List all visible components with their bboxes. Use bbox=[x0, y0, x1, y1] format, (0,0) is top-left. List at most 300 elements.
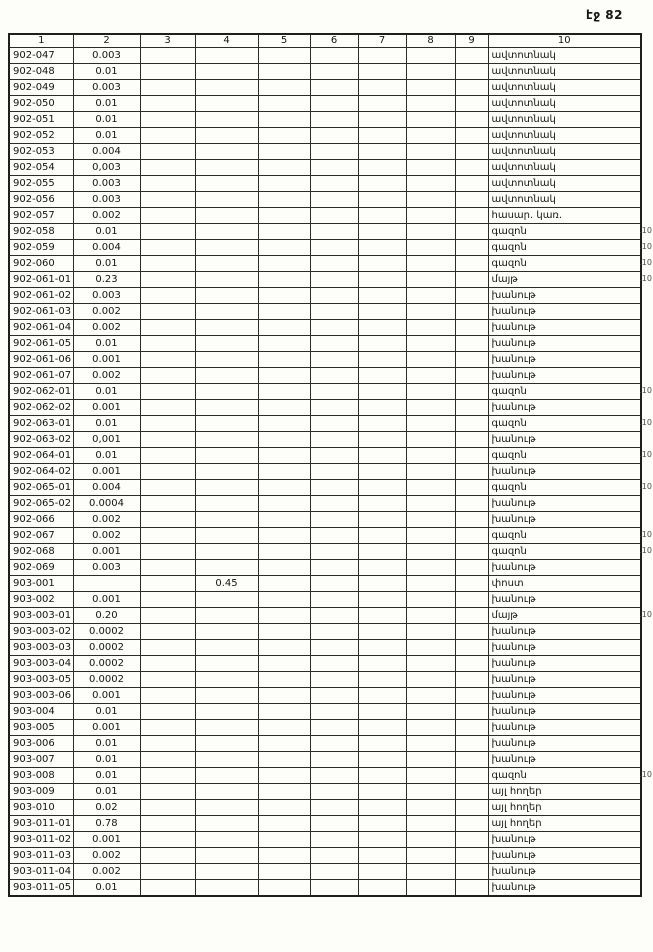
cell-code: 902-050 bbox=[9, 96, 73, 112]
cell-5 bbox=[258, 800, 310, 816]
table-row bbox=[9, 640, 641, 656]
table-row bbox=[9, 432, 641, 448]
cell-4 bbox=[195, 768, 258, 784]
cell-6 bbox=[310, 176, 358, 192]
cell-6 bbox=[310, 624, 358, 640]
cell-8 bbox=[406, 352, 455, 368]
cell-usage: խանութ bbox=[488, 864, 641, 880]
cell-5 bbox=[258, 352, 310, 368]
cell-9 bbox=[455, 304, 488, 320]
cell-usage: մայթ bbox=[488, 272, 641, 288]
cell-7 bbox=[358, 768, 406, 784]
cell-4 bbox=[195, 176, 258, 192]
cell-6 bbox=[310, 384, 358, 400]
cell-usage: խանութ bbox=[488, 624, 641, 640]
cell-usage: խանութ bbox=[488, 464, 641, 480]
cell-7 bbox=[358, 448, 406, 464]
cell-code: 903-009 bbox=[9, 784, 73, 800]
cell-code: 902-061-05 bbox=[9, 336, 73, 352]
cell-3 bbox=[140, 192, 195, 208]
cell-7 bbox=[358, 752, 406, 768]
cell-8 bbox=[406, 384, 455, 400]
cell-7 bbox=[358, 368, 406, 384]
cell-8 bbox=[406, 400, 455, 416]
cell-usage: խանութ bbox=[488, 288, 641, 304]
cell-3 bbox=[140, 128, 195, 144]
cell-usage: խանութ bbox=[488, 688, 641, 704]
cell-value: 0.01 bbox=[73, 128, 140, 144]
cell-4 bbox=[195, 400, 258, 416]
table-row bbox=[9, 128, 641, 144]
cell-9 bbox=[455, 448, 488, 464]
cell-6 bbox=[310, 480, 358, 496]
cell-4 bbox=[195, 96, 258, 112]
cell-7 bbox=[358, 656, 406, 672]
cell-8 bbox=[406, 496, 455, 512]
cell-4 bbox=[195, 624, 258, 640]
cell-code: 903-003-04 bbox=[9, 656, 73, 672]
cell-8 bbox=[406, 208, 455, 224]
cell-value: 0.0002 bbox=[73, 672, 140, 688]
cell-9 bbox=[455, 192, 488, 208]
cell-7 bbox=[358, 176, 406, 192]
cell-7 bbox=[358, 816, 406, 832]
cell-usage: խանութ bbox=[488, 704, 641, 720]
cell-9 bbox=[455, 560, 488, 576]
cell-9 bbox=[455, 576, 488, 592]
cell-8 bbox=[406, 336, 455, 352]
cell-4 bbox=[195, 672, 258, 688]
table-row bbox=[9, 768, 641, 784]
cell-3 bbox=[140, 400, 195, 416]
cell-4: 0.45 bbox=[195, 576, 258, 592]
cell-9 bbox=[455, 512, 488, 528]
table-row bbox=[9, 720, 641, 736]
table-row bbox=[9, 80, 641, 96]
cell-6 bbox=[310, 592, 358, 608]
table-row bbox=[9, 224, 641, 240]
cell-9 bbox=[455, 672, 488, 688]
cell-code: 902-061-07 bbox=[9, 368, 73, 384]
cell-9 bbox=[455, 704, 488, 720]
cell-8 bbox=[406, 656, 455, 672]
cell-4 bbox=[195, 336, 258, 352]
margin-note: .10 bbox=[639, 546, 652, 555]
cell-code: 903-002 bbox=[9, 592, 73, 608]
cell-9 bbox=[455, 736, 488, 752]
cell-usage: փոստ bbox=[488, 576, 641, 592]
cell-5 bbox=[258, 64, 310, 80]
cell-value: 0.003 bbox=[73, 48, 140, 64]
cell-3 bbox=[140, 592, 195, 608]
cell-4 bbox=[195, 608, 258, 624]
cell-8 bbox=[406, 80, 455, 96]
cell-5 bbox=[258, 736, 310, 752]
cell-9 bbox=[455, 816, 488, 832]
cell-5 bbox=[258, 592, 310, 608]
table-row bbox=[9, 272, 641, 288]
column-header: 8 bbox=[406, 34, 455, 48]
cell-5 bbox=[258, 752, 310, 768]
table-row bbox=[9, 608, 641, 624]
cell-3 bbox=[140, 224, 195, 240]
table-row bbox=[9, 176, 641, 192]
cell-8 bbox=[406, 768, 455, 784]
cell-5 bbox=[258, 832, 310, 848]
cell-8 bbox=[406, 112, 455, 128]
cell-code: 902-059 bbox=[9, 240, 73, 256]
table-row bbox=[9, 320, 641, 336]
table-row bbox=[9, 368, 641, 384]
cell-9 bbox=[455, 144, 488, 160]
cell-9 bbox=[455, 96, 488, 112]
cell-value: 0.01 bbox=[73, 64, 140, 80]
margin-note: .10 bbox=[639, 258, 652, 267]
cell-9 bbox=[455, 176, 488, 192]
cell-8 bbox=[406, 784, 455, 800]
cell-8 bbox=[406, 560, 455, 576]
cell-5 bbox=[258, 192, 310, 208]
cell-usage: ավտոտնակ bbox=[488, 144, 641, 160]
cell-4 bbox=[195, 224, 258, 240]
cell-8 bbox=[406, 592, 455, 608]
cell-6 bbox=[310, 272, 358, 288]
cell-9 bbox=[455, 368, 488, 384]
cell-6 bbox=[310, 208, 358, 224]
cell-7 bbox=[358, 512, 406, 528]
margin-note: .10 bbox=[639, 274, 652, 283]
cell-6 bbox=[310, 352, 358, 368]
cell-4 bbox=[195, 208, 258, 224]
cell-9 bbox=[455, 352, 488, 368]
cell-usage: ավտոտնակ bbox=[488, 80, 641, 96]
cell-code: 902-057 bbox=[9, 208, 73, 224]
cell-code: 902-066 bbox=[9, 512, 73, 528]
cell-usage: գազոն bbox=[488, 480, 641, 496]
table-row bbox=[9, 448, 641, 464]
column-header: 7 bbox=[358, 34, 406, 48]
cell-5 bbox=[258, 144, 310, 160]
cell-8 bbox=[406, 880, 455, 897]
cell-4 bbox=[195, 704, 258, 720]
cell-6 bbox=[310, 800, 358, 816]
cell-3 bbox=[140, 320, 195, 336]
cell-9 bbox=[455, 384, 488, 400]
cell-9 bbox=[455, 224, 488, 240]
cell-4 bbox=[195, 48, 258, 64]
cell-5 bbox=[258, 784, 310, 800]
table-row bbox=[9, 480, 641, 496]
cell-value: 0,003 bbox=[73, 160, 140, 176]
cell-3 bbox=[140, 704, 195, 720]
cell-code: 902-065-01 bbox=[9, 480, 73, 496]
cell-usage: խանութ bbox=[488, 672, 641, 688]
cell-5 bbox=[258, 416, 310, 432]
cell-7 bbox=[358, 688, 406, 704]
margin-note: .10 bbox=[639, 482, 652, 491]
cell-value: 0.01 bbox=[73, 96, 140, 112]
cell-9 bbox=[455, 656, 488, 672]
cell-value: 0.0004 bbox=[73, 496, 140, 512]
cell-5 bbox=[258, 704, 310, 720]
table-row bbox=[9, 736, 641, 752]
cell-4 bbox=[195, 864, 258, 880]
cell-8 bbox=[406, 64, 455, 80]
cell-value: 0.02 bbox=[73, 800, 140, 816]
cell-9 bbox=[455, 528, 488, 544]
cell-6 bbox=[310, 448, 358, 464]
cell-4 bbox=[195, 192, 258, 208]
cell-4 bbox=[195, 880, 258, 897]
margin-note: .10 bbox=[639, 386, 652, 395]
data-table bbox=[8, 33, 642, 897]
cell-5 bbox=[258, 112, 310, 128]
cell-3 bbox=[140, 96, 195, 112]
cell-4 bbox=[195, 416, 258, 432]
cell-5 bbox=[258, 48, 310, 64]
cell-7 bbox=[358, 624, 406, 640]
cell-4 bbox=[195, 496, 258, 512]
cell-3 bbox=[140, 656, 195, 672]
cell-8 bbox=[406, 704, 455, 720]
table-row bbox=[9, 384, 641, 400]
cell-value: 0.004 bbox=[73, 240, 140, 256]
cell-9 bbox=[455, 272, 488, 288]
cell-7 bbox=[358, 432, 406, 448]
table-row bbox=[9, 624, 641, 640]
cell-9 bbox=[455, 288, 488, 304]
table-row bbox=[9, 560, 641, 576]
cell-7 bbox=[358, 304, 406, 320]
cell-8 bbox=[406, 688, 455, 704]
cell-value: 0.002 bbox=[73, 320, 140, 336]
table-row bbox=[9, 864, 641, 880]
cell-5 bbox=[258, 464, 310, 480]
cell-8 bbox=[406, 48, 455, 64]
table-row bbox=[9, 208, 641, 224]
cell-5 bbox=[258, 368, 310, 384]
cell-6 bbox=[310, 112, 358, 128]
table-row bbox=[9, 592, 641, 608]
cell-5 bbox=[258, 816, 310, 832]
cell-value: 0.01 bbox=[73, 336, 140, 352]
cell-7 bbox=[358, 528, 406, 544]
cell-5 bbox=[258, 208, 310, 224]
cell-9 bbox=[455, 80, 488, 96]
cell-usage: ավտոտնակ bbox=[488, 48, 641, 64]
cell-7 bbox=[358, 864, 406, 880]
cell-code: 903-006 bbox=[9, 736, 73, 752]
table-row bbox=[9, 160, 641, 176]
cell-3 bbox=[140, 272, 195, 288]
cell-6 bbox=[310, 560, 358, 576]
cell-7 bbox=[358, 240, 406, 256]
cell-4 bbox=[195, 592, 258, 608]
cell-usage: ավտոտնակ bbox=[488, 96, 641, 112]
table-row bbox=[9, 688, 641, 704]
cell-4 bbox=[195, 720, 258, 736]
cell-8 bbox=[406, 528, 455, 544]
cell-6 bbox=[310, 64, 358, 80]
cell-7 bbox=[358, 256, 406, 272]
cell-9 bbox=[455, 240, 488, 256]
cell-3 bbox=[140, 576, 195, 592]
cell-usage: գազոն bbox=[488, 544, 641, 560]
table-row bbox=[9, 240, 641, 256]
cell-3 bbox=[140, 496, 195, 512]
cell-5 bbox=[258, 128, 310, 144]
cell-8 bbox=[406, 480, 455, 496]
cell-value: 0.002 bbox=[73, 848, 140, 864]
cell-4 bbox=[195, 448, 258, 464]
cell-3 bbox=[140, 384, 195, 400]
cell-8 bbox=[406, 144, 455, 160]
cell-7 bbox=[358, 96, 406, 112]
cell-code: 902-069 bbox=[9, 560, 73, 576]
cell-9 bbox=[455, 464, 488, 480]
column-header: 5 bbox=[258, 34, 310, 48]
cell-9 bbox=[455, 416, 488, 432]
cell-5 bbox=[258, 512, 310, 528]
cell-9 bbox=[455, 496, 488, 512]
cell-3 bbox=[140, 640, 195, 656]
cell-9 bbox=[455, 608, 488, 624]
cell-9 bbox=[455, 784, 488, 800]
table-row bbox=[9, 144, 641, 160]
cell-6 bbox=[310, 848, 358, 864]
cell-5 bbox=[258, 272, 310, 288]
cell-8 bbox=[406, 416, 455, 432]
cell-4 bbox=[195, 304, 258, 320]
cell-9 bbox=[455, 624, 488, 640]
cell-4 bbox=[195, 432, 258, 448]
cell-usage: խանութ bbox=[488, 560, 641, 576]
cell-8 bbox=[406, 672, 455, 688]
cell-3 bbox=[140, 80, 195, 96]
cell-3 bbox=[140, 416, 195, 432]
cell-3 bbox=[140, 880, 195, 897]
cell-code: 902-048 bbox=[9, 64, 73, 80]
cell-usage: գազոն bbox=[488, 256, 641, 272]
cell-3 bbox=[140, 816, 195, 832]
cell-usage: խանութ bbox=[488, 320, 641, 336]
cell-code: 902-062-01 bbox=[9, 384, 73, 400]
cell-usage: գազոն bbox=[488, 384, 641, 400]
table-row bbox=[9, 288, 641, 304]
cell-code: 902-063-02 bbox=[9, 432, 73, 448]
table-row bbox=[9, 752, 641, 768]
cell-value: 0.001 bbox=[73, 464, 140, 480]
cell-7 bbox=[358, 288, 406, 304]
cell-5 bbox=[258, 528, 310, 544]
cell-8 bbox=[406, 160, 455, 176]
cell-usage: խանութ bbox=[488, 336, 641, 352]
cell-5 bbox=[258, 432, 310, 448]
cell-9 bbox=[455, 544, 488, 560]
cell-code: 903-011-01 bbox=[9, 816, 73, 832]
cell-3 bbox=[140, 448, 195, 464]
table-row bbox=[9, 256, 641, 272]
cell-3 bbox=[140, 720, 195, 736]
table-row bbox=[9, 832, 641, 848]
cell-3 bbox=[140, 832, 195, 848]
cell-value: 0.01 bbox=[73, 112, 140, 128]
margin-note: .10 bbox=[639, 530, 652, 539]
cell-8 bbox=[406, 464, 455, 480]
cell-4 bbox=[195, 464, 258, 480]
cell-code: 902-047 bbox=[9, 48, 73, 64]
cell-6 bbox=[310, 768, 358, 784]
column-header: 3 bbox=[140, 34, 195, 48]
cell-3 bbox=[140, 336, 195, 352]
table-row bbox=[9, 112, 641, 128]
cell-code: 903-010 bbox=[9, 800, 73, 816]
cell-8 bbox=[406, 192, 455, 208]
cell-3 bbox=[140, 624, 195, 640]
cell-8 bbox=[406, 640, 455, 656]
cell-usage: խանութ bbox=[488, 400, 641, 416]
cell-8 bbox=[406, 624, 455, 640]
cell-9 bbox=[455, 320, 488, 336]
cell-code: 902-061-04 bbox=[9, 320, 73, 336]
cell-usage: խանութ bbox=[488, 736, 641, 752]
cell-4 bbox=[195, 800, 258, 816]
cell-code: 902-061-06 bbox=[9, 352, 73, 368]
table-row bbox=[9, 192, 641, 208]
cell-6 bbox=[310, 736, 358, 752]
cell-3 bbox=[140, 48, 195, 64]
cell-usage: ավտոտնակ bbox=[488, 160, 641, 176]
cell-7 bbox=[358, 672, 406, 688]
cell-7 bbox=[358, 192, 406, 208]
cell-6 bbox=[310, 160, 358, 176]
cell-usage: ավտոտնակ bbox=[488, 176, 641, 192]
cell-7 bbox=[358, 224, 406, 240]
cell-5 bbox=[258, 608, 310, 624]
cell-usage: մայթ bbox=[488, 608, 641, 624]
cell-7 bbox=[358, 736, 406, 752]
cell-6 bbox=[310, 688, 358, 704]
cell-7 bbox=[358, 80, 406, 96]
cell-4 bbox=[195, 528, 258, 544]
cell-9 bbox=[455, 592, 488, 608]
cell-code: 902-049 bbox=[9, 80, 73, 96]
cell-8 bbox=[406, 272, 455, 288]
cell-4 bbox=[195, 128, 258, 144]
cell-usage: այլ հողեր bbox=[488, 816, 641, 832]
cell-8 bbox=[406, 432, 455, 448]
table-row bbox=[9, 576, 641, 592]
cell-value: 0.001 bbox=[73, 688, 140, 704]
table-row bbox=[9, 512, 641, 528]
cell-4 bbox=[195, 80, 258, 96]
table-row bbox=[9, 400, 641, 416]
cell-7 bbox=[358, 576, 406, 592]
cell-code: 903-005 bbox=[9, 720, 73, 736]
table-row bbox=[9, 464, 641, 480]
cell-value: 0.003 bbox=[73, 176, 140, 192]
cell-usage: գազոն bbox=[488, 528, 641, 544]
cell-value: 0.003 bbox=[73, 560, 140, 576]
cell-usage: ավտոտնակ bbox=[488, 64, 641, 80]
cell-usage: խանութ bbox=[488, 352, 641, 368]
cell-3 bbox=[140, 240, 195, 256]
cell-7 bbox=[358, 272, 406, 288]
cell-6 bbox=[310, 576, 358, 592]
cell-5 bbox=[258, 720, 310, 736]
cell-usage: գազոն bbox=[488, 416, 641, 432]
cell-value: 0.001 bbox=[73, 400, 140, 416]
